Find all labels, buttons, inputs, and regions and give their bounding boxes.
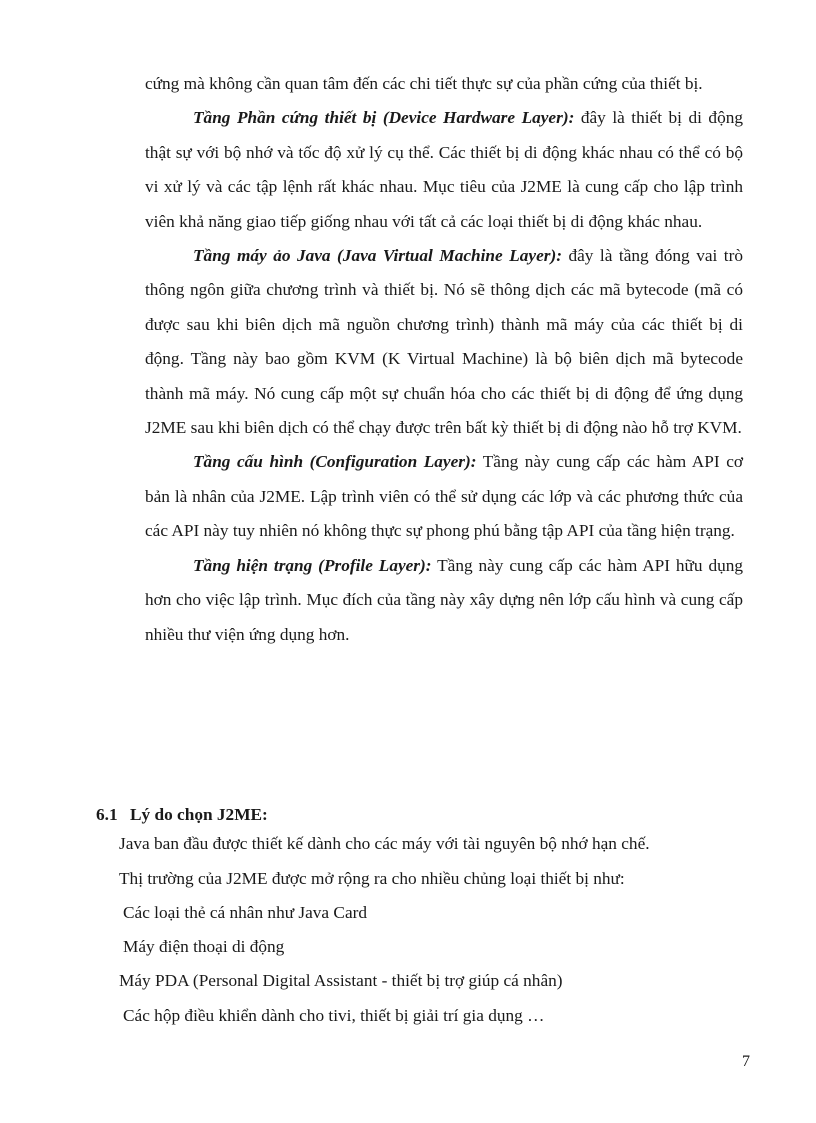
layer-text: Tầng này cung cấp các hàm API cơ bản là nhân của J2ME. Lập trình viên có thể sử dụng các lớp và các phương thức của các API này tuy nhiên nó không thực sự phong phú bằng tập API của tầng hiện trạng. [145,452,743,541]
list-item: Các loại thẻ cá nhân như Java Card [123,903,368,922]
section-line: Java ban đầu được thiết kế dành cho các máy với tài nguyên bộ nhớ hạn chế. [119,834,650,853]
section-heading [96,803,268,827]
layer-term: Tầng cấu hình (Configuration Layer): [193,452,477,472]
layer-term: Tầng Phần cứng thiết bị (Device Hardware Layer): [193,108,575,128]
layer-paragraph-configuration [145,445,743,548]
list-item: Các hộp điều khiển dành cho tivi, thiết bị giải trí gia dụng … [123,1006,545,1025]
list-item: Máy điện thoại di động [123,937,285,956]
page-number: 7 [742,1053,750,1070]
layer-term: Tầng máy ảo Java (Java Virtual Machine Layer): [193,246,562,266]
layer-text: đây là thiết bị di động thật sự với bộ nhớ và tốc độ xử lý cụ thể. Các thiết bị di động khác nhau có thể có bộ vi xử lý và các tập lệnh rất khác nhau. Mục tiêu của J2ME là cung cấp cho lập trình viên khả năng giao tiếp giống nhau với tất cả các loại thiết bị di động khác nhau. [145,108,743,231]
layer-descriptions [145,67,743,652]
layer-text: Tầng này cung cấp các hàm API hữu dụng hơn cho việc lập trình. Mục đích của tầng này xây dựng nên lớp cấu hình và cung cấp nhiều thư viện ứng dụng hơn. [145,555,744,644]
layer-paragraph-hardware [145,101,743,239]
intro-paragraph: cứng mà không cần quan tâm đến các chi tiết thực sự của phần cứng của thiết bị. [145,74,703,93]
section-title: Lý do chọn J2ME: [130,805,268,824]
list-item: Máy PDA (Personal Digital Assistant - thiết bị trợ giúp cá nhân) [119,971,563,990]
section-line: Thị trường của J2ME được mở rộng ra cho nhiều chủng loại thiết bị như: [119,869,625,888]
layer-paragraph-profile [145,549,743,652]
layer-paragraph-jvm [145,239,743,445]
layer-term: Tầng hiện trạng (Profile Layer): [193,555,432,575]
layer-text: đây là tầng đóng vai trò thông ngôn giữa chương trình và thiết bị. Nó sẽ thông dịch các mã bytecode (mã có được sau khi biên dịch mã nguồn chương trình) thành mã máy của các thiết bị di động. Tầng này bao gồm KVM (K Virtual Machine) là bộ biên dịch mã bytecode thành mã máy. Nó cung cấp một sự chuẩn hóa cho các thiết bị di động để ứng dụng J2ME sau khi biên dịch có thể chạy được trên bất kỳ thiết bị di động nào hỗ trợ KVM. [145,246,743,438]
section-number: 6.1 [96,805,118,824]
